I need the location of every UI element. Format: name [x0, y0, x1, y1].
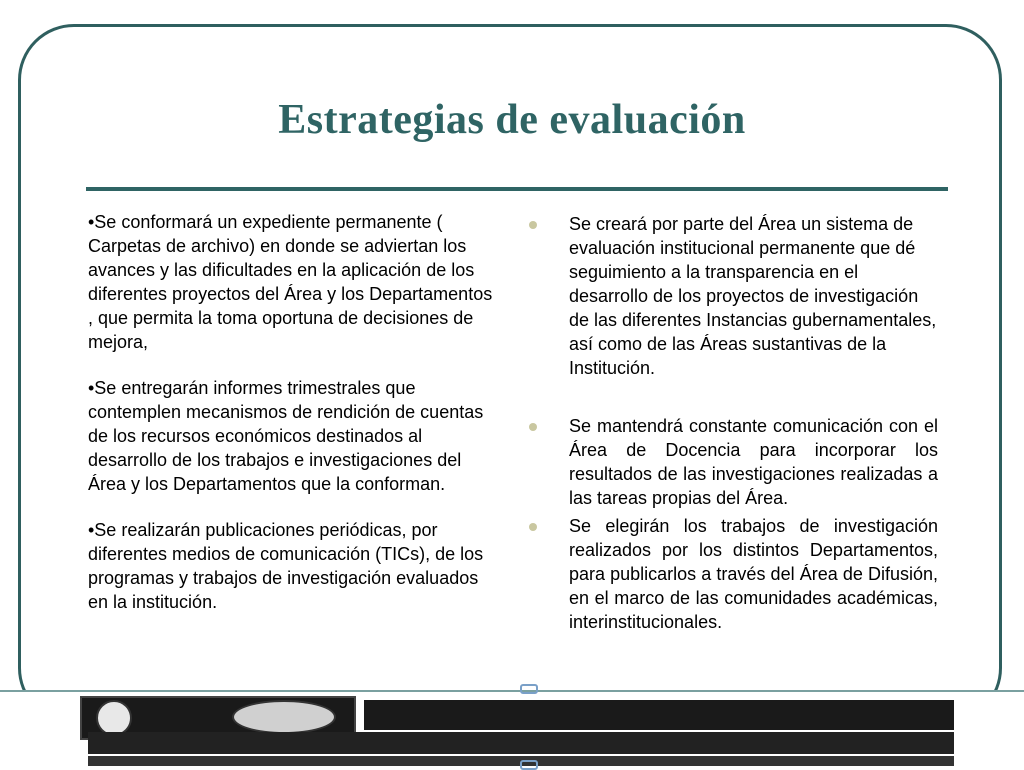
left-paragraph-2: •Se entregarán informes trimestrales que contemplen mecanismos de rendición de cuentas de los recursos económicos destinados al desarrollo de los trabajos e investigaciones del Área y los Departamentos que la conforman.: [88, 378, 484, 494]
left-paragraph-3: •Se realizarán publicaciones periódicas, por diferentes medios de comunicación (TICs), de los programas y trabajos de investigación evaluados en la institución.: [88, 520, 484, 612]
right-item-1-text: Se creará por parte del Área un sistema de evaluación institucional permanente que dé seguimiento a la transparencia en el desarrollo de los proyectos de investigación de las diferentes Instancias gubernamentales, así como de las Áreas sustantivas de la Institución.: [569, 214, 937, 378]
right-item-3: [528, 514, 938, 634]
right-item-2: [528, 414, 938, 510]
slide-title: Estrategias de evaluación: [278, 97, 746, 143]
logo-band: [88, 732, 954, 754]
anchor-icon: [520, 760, 538, 770]
right-item-3-text: Se elegirán los trabajos de investigación realizados por los distintos Departamentos, para publicarlos a través del Área de Difusión, en el marco de las comunidades académicas, interinstitucionales.: [569, 516, 938, 632]
left-column: [88, 210, 493, 636]
bullet-dot-icon: [529, 221, 537, 229]
emblem-icon: [232, 700, 336, 734]
bullet-dot-icon: [529, 523, 537, 531]
right-column: [528, 212, 938, 668]
bullet-dot-icon: [529, 423, 537, 431]
right-item-2-text: Se mantendrá constante comunicación con el Área de Docencia para incorporar los resultados de las investigaciones realizadas a las tareas propias del Área.: [569, 416, 938, 508]
footer-divider: [0, 690, 1024, 692]
seal-icon: [96, 700, 132, 736]
right-item-1: [528, 212, 938, 380]
logo-wordmark: [364, 700, 954, 730]
left-paragraph-1: •Se conformará un expediente permanente ( Carpetas de archivo) en donde se adviertan los avances y las dificultades en la aplicación de los diferentes proyectos del Área y los Departamentos , que permita la toma oportuna de decisiones de mejora,: [88, 212, 493, 352]
anchor-icon: [520, 684, 538, 694]
title-divider: [86, 187, 948, 191]
